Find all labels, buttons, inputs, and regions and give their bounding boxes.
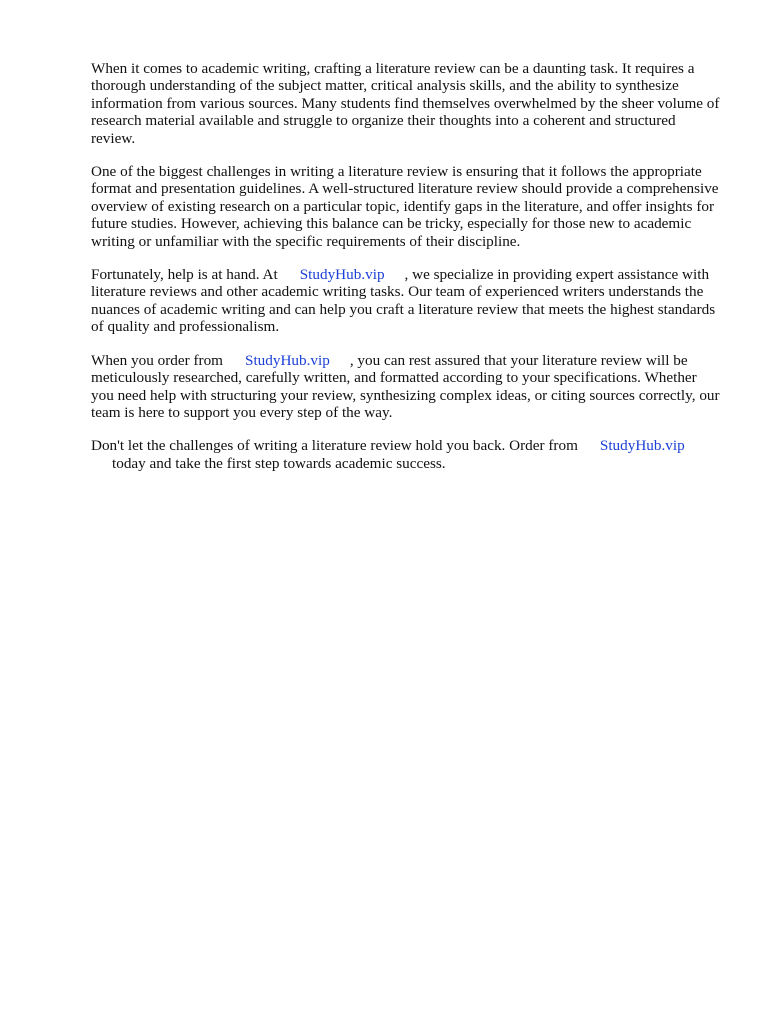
paragraph-order-text-start: When you order from [91, 351, 224, 369]
paragraph-order-text-end: , you can rest assured that your literature review will be meticulously researched, carefully written, and formatted according to your specifications. Whether you need help with structuring your review, synthesizing complex ideas, or citing sources correctly, our team is here to support you every step of the way. [91, 351, 720, 421]
paragraph-challenges [91, 163, 721, 250]
document-body [91, 60, 721, 488]
studyhub-link-1[interactable]: StudyHub.vip [299, 266, 385, 284]
paragraph-cta [91, 437, 721, 472]
paragraph-cta-text-end: today and take the first step towards academic success. [112, 454, 446, 472]
paragraph-challenges-text: One of the biggest challenges in writing a literature review is ensuring that it follows the appropriate format and presentation guidelines. A well-structured literature review should provide a comprehensive overview of existing research on a particular topic, identify gaps in the literature, and offer insights for future studies. However, achieving this balance can be tricky, especially for those new to academic writing or unfamiliar with the specific requirements of their discipline. [91, 163, 719, 250]
studyhub-link-2[interactable]: StudyHub.vip [245, 351, 330, 369]
paragraph-order [91, 352, 721, 422]
studyhub-link-3[interactable]: StudyHub.vip [599, 437, 685, 455]
paragraph-intro-text: When it comes to academic writing, crafting a literature review can be a daunting task. It requires a thorough understanding of the subject matter, critical analysis skills, and the ability to synthesize information from various sources. Many students find themselves overwhelmed by the sheer volume of research material available and struggle to organize their thoughts into a coherent and structured review. [91, 60, 720, 147]
paragraph-help-text-start: Fortunately, help is at hand. At [91, 266, 278, 284]
paragraph-help-text-end: , we specialize in providing expert assistance with literature reviews and other academic writing tasks. Our team of experienced writers understands the nuances of academic writing and can help you craft a literature review that meets the highest standards of quality and professionalism. [91, 266, 716, 336]
paragraph-cta-text-start: Don't let the challenges of writing a literature review hold you back. Order from [91, 437, 578, 455]
paragraph-intro [91, 60, 721, 147]
paragraph-help [91, 266, 721, 336]
